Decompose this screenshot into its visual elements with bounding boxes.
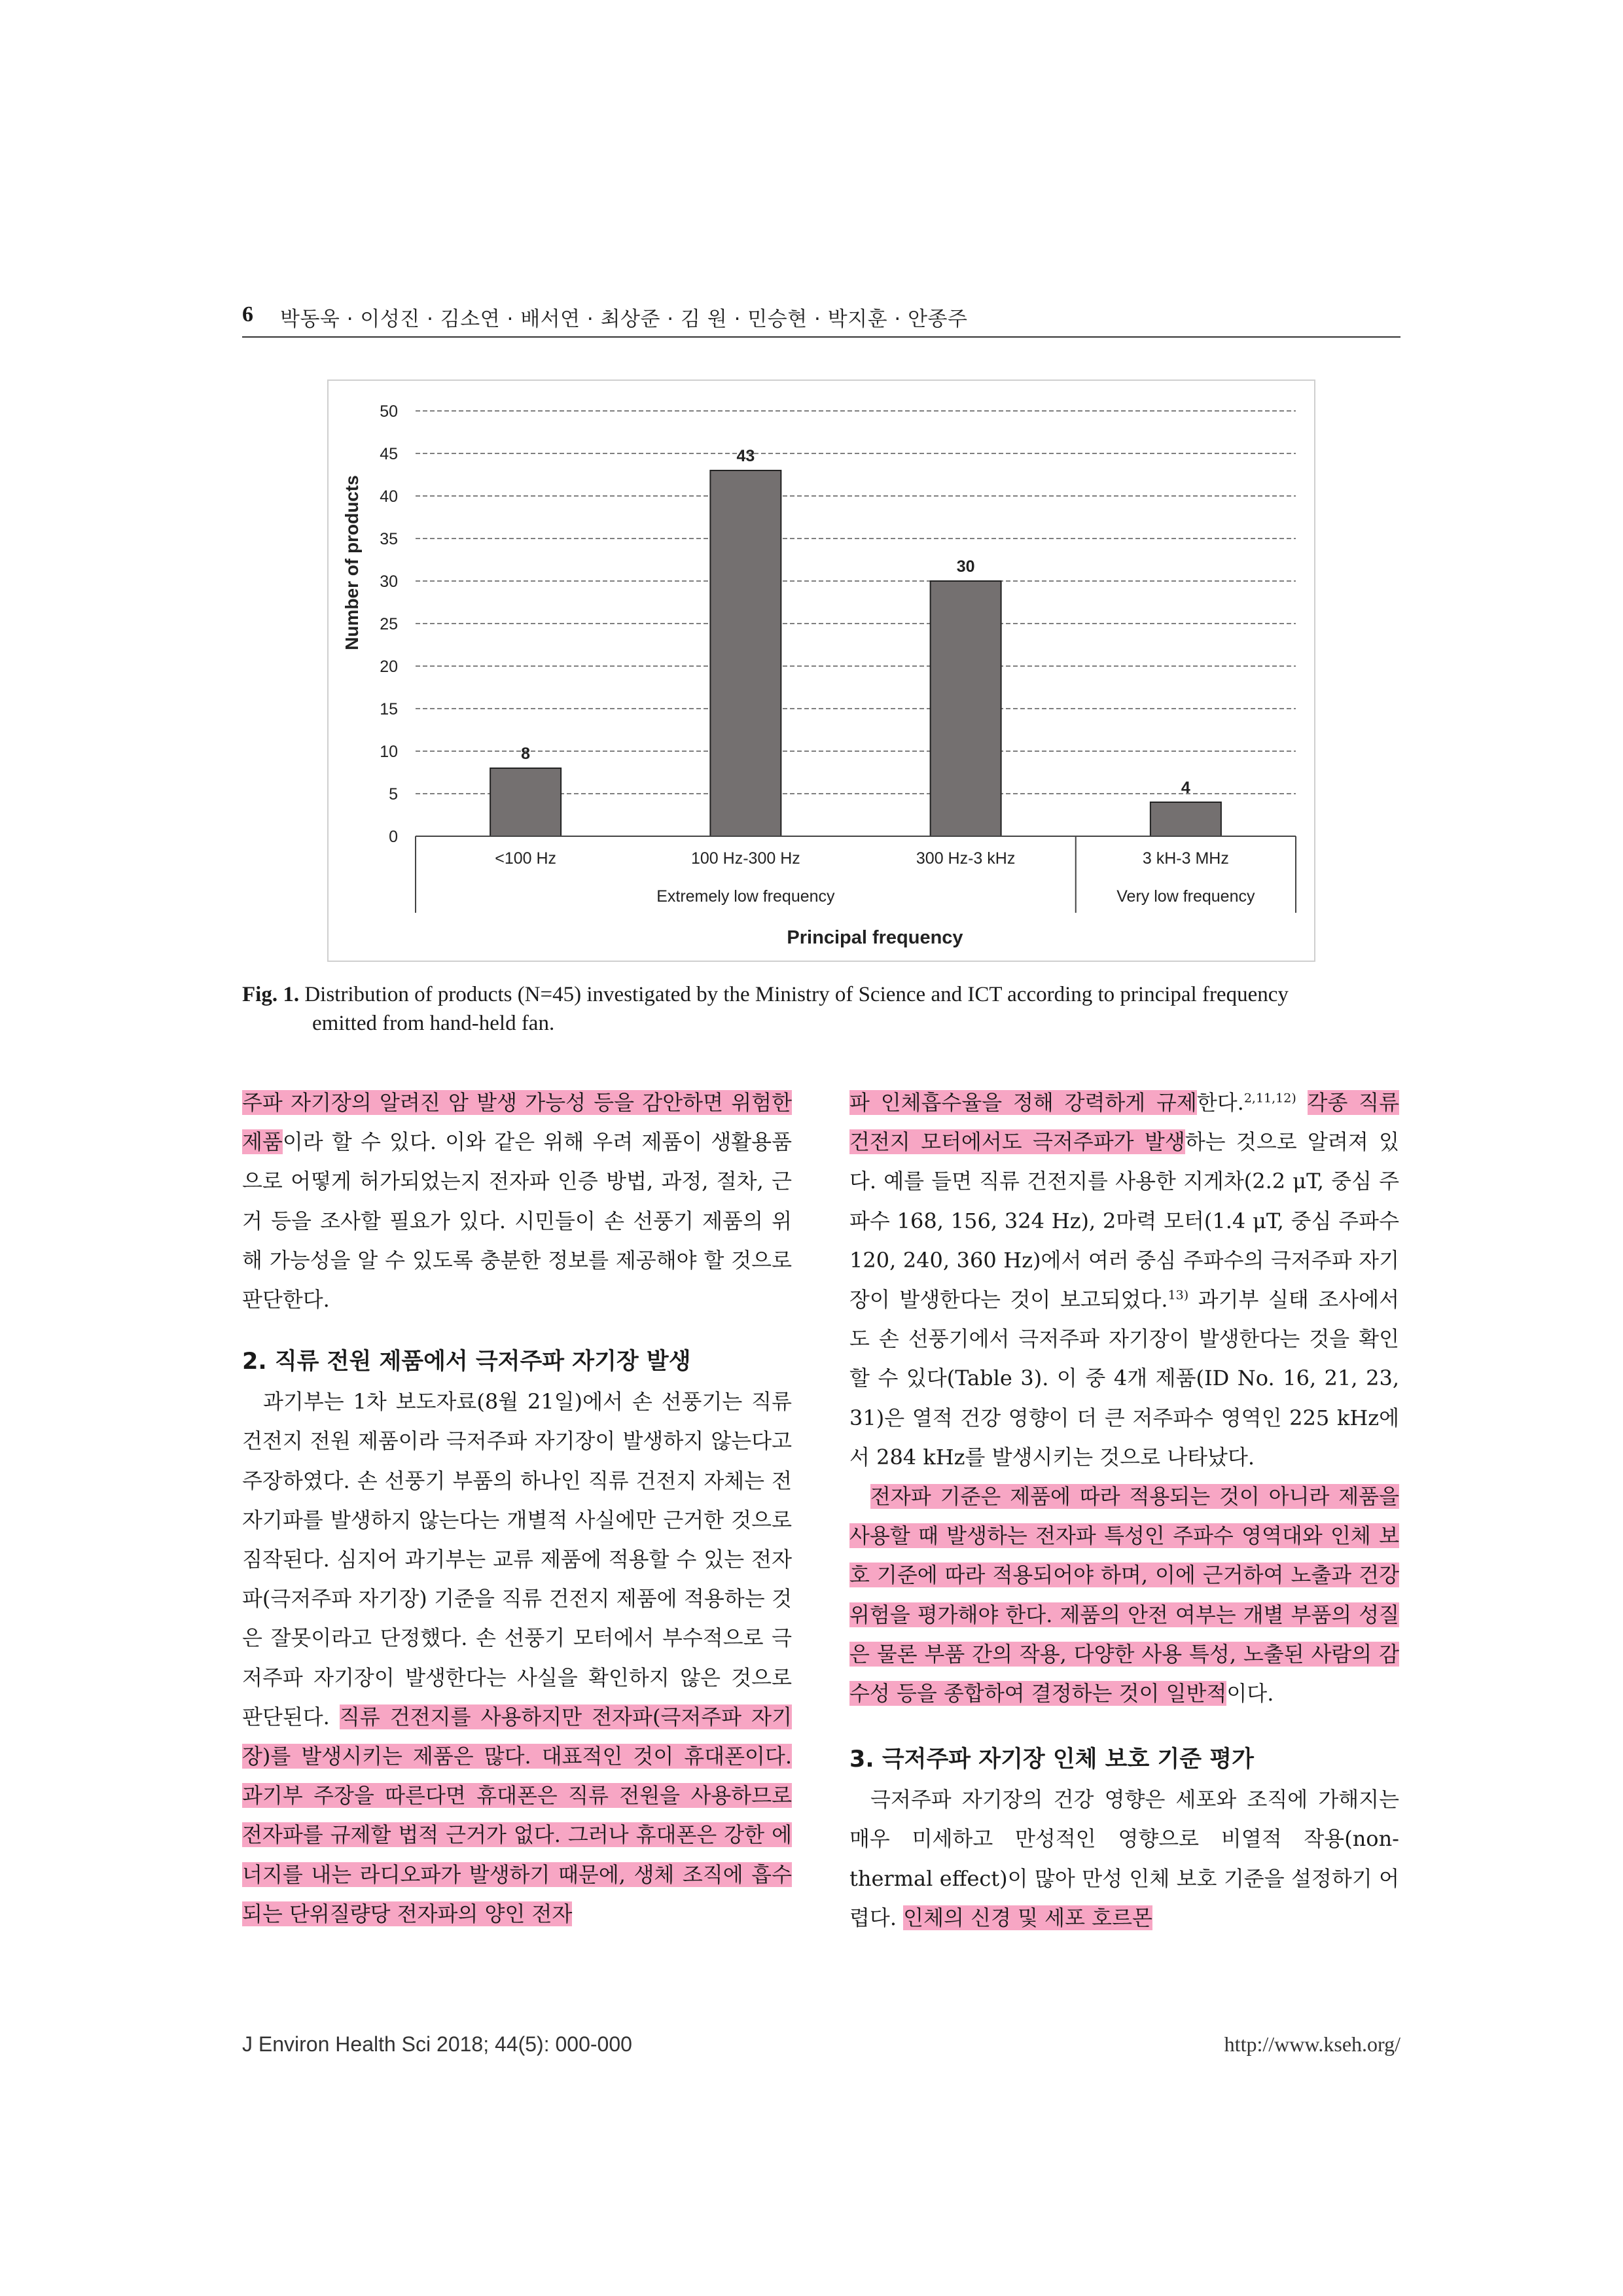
figure-caption <box>242 980 1400 1038</box>
highlight: 각종 직류 건전지 모터에서도 극저주파가 발생 <box>849 1090 1399 1155</box>
author-list: 박동욱 · 이성진 · 김소연 · 배서연 · 최상준 · 김 원 · 민승현 · 박지훈 · 안종주 <box>280 308 968 331</box>
left-column <box>242 1083 792 1934</box>
running-header <box>242 302 1400 338</box>
right-column <box>849 1083 1399 1937</box>
chart-bars <box>490 470 1221 836</box>
data-label: 43 <box>736 447 755 465</box>
paragraph-text: 극저주파 자기장의 건강 영향은 세포와 조직에 가해지는 매우 미세하고 만성적인 영향으로 비열적 작용(non-thermal effect)이 많아 만성 인체 보호 기준을 설정하기 어렵다. <box>849 1787 1399 1930</box>
highlight: 전자파 기준은 제품에 따라 적용되는 것이 아니라 제품을 사용할 때 발생하는 전자파 특성인 주파수 영역대와 인체 보호 기준에 따라 적용되어야 하며, 이에 근거하여 노출과 건강 위험을 평가해야 한다. 제품의 안전 여부는 개별 부품의 성질은 물론 부품 간의 작용, 다양한 사용 특성, 노출된 사람의 감수성 등을 종합하여 결정하는 것이 일반적 <box>849 1484 1399 1706</box>
y-tick-label: 25 <box>380 615 398 633</box>
data-label: 30 <box>956 557 975 576</box>
y-tick-label: 45 <box>380 445 398 463</box>
figure-label: Fig. 1. <box>242 983 300 1006</box>
paragraph-text: 과기부는 1차 보도자료(8월 21일)에서 손 선풍기는 직류 건전지 전원 제품이라 극저주파 자기장이 발생하지 않는다고 주장하였다. 손 선풍기 부품의 하나인 직류 건전지 자체는 전자기파를 발생하지 않는다는 개별적 사실에만 근거한 것으로 짐작된다. 심지어 과기부는 교류 제품에 적용할 수 있는 전자파(극저주파 자기장) 기준을 직류 건전지 제품에 적용하는 것은 잘못이라고 단정했다. 손 선풍기 모터에서 부수적으로 극저주파 자기장이 발생한다는 사실을 확인하지 않은 것으로 판단된다. <box>242 1389 792 1729</box>
bar <box>1150 802 1221 836</box>
y-tick-label: 30 <box>380 573 398 591</box>
paragraph-text: 과기부 실태 조사에서도 손 선풍기에서 극저주파 자기장이 발생한다는 것을 확인할 수 있다(Table 3). 이 중 4개 제품(ID No. 16, 21, 23, 31)은 열적 건강 영향이 더 큰 저주파수 영역인 225 kHz에서 284 kHz를 발생시키는 것으로 나타났다. <box>849 1287 1399 1470</box>
data-labels <box>521 447 1190 797</box>
y-tick-label: 10 <box>380 743 398 761</box>
highlight: 직류 건전지를 사용하지만 전자파(극저주파 자기장)를 발생시키는 제품은 많다. 대표적인 것이 휴대폰이다. 과기부 주장을 따른다면 휴대폰은 직류 전원을 사용하므로 전자파를 규제할 법적 근거가 없다. 그러나 휴대폰은 강한 에너지를 내는 라디오파가 발생하기 때문에, 생체 조직에 흡수되는 단위질량당 전자파의 양인 전자 <box>242 1704 792 1926</box>
paragraph-text: 하는 것으로 알려져 있다. 예를 들면 직류 건전지를 사용한 지게차(2.2 μT, 중심 주파수 168, 156, 324 Hz), 2마력 모터(1.4 μT, 중심 주파수 120, 240, 360 Hz)에서 여러 중심 주파수의 극저주파 자기장이 발생한다는 것이 보고되었다. <box>849 1129 1399 1313</box>
bar <box>710 470 781 836</box>
data-label: 4 <box>1181 779 1190 797</box>
x-tick-label: 100 Hz-300 Hz <box>691 849 800 868</box>
y-tick-label: 20 <box>380 658 398 676</box>
bar <box>931 581 1001 836</box>
y-tick-label: 5 <box>389 785 398 804</box>
y-tick-label: 0 <box>389 828 398 846</box>
paragraph-right-3 <box>849 1780 1399 1937</box>
category-group-label: Extremely low frequency <box>656 887 835 906</box>
x-axis <box>416 836 1296 913</box>
journal-url: http://www.kseh.org/ <box>1224 2032 1400 2056</box>
y-axis-title: Number of products <box>342 475 362 650</box>
section-heading-2: 2. 직류 전원 제품에서 극저주파 자기장 발생 <box>242 1349 691 1375</box>
section-heading-3: 3. 극저주파 자기장 인체 보호 기준 평가 <box>849 1746 1254 1773</box>
bar-chart <box>327 380 1315 962</box>
paragraph-text: 이라 할 수 있다. 이와 같은 위해 우려 제품이 생활용품으로 어떻게 허가되었는지 전자파 인증 방법, 과정, 절차, 근거 등을 조사할 필요가 있다. 시민들이 손 선풍기 제품의 위해 가능성을 알 수 있도록 충분한 정보를 제공해야 할 것으로 판단한다. <box>242 1129 792 1313</box>
x-axis-title: Principal frequency <box>787 927 963 948</box>
reference-superscript: 13) <box>1168 1288 1189 1303</box>
paragraph-left-1 <box>242 1083 792 1319</box>
y-tick-label: 50 <box>380 402 398 421</box>
y-tick-label: 15 <box>380 700 398 718</box>
caption-text-line1: Distribution of products (N=45) investigated by the Ministry of Science and ICT according to principal frequency <box>304 983 1289 1006</box>
x-tick-label: 300 Hz-3 kHz <box>916 849 1016 868</box>
journal-citation: J Environ Health Sci 2018; 44(5): 000-000 <box>242 2032 632 2056</box>
highlight: 인체의 신경 및 세포 호르몬 <box>903 1905 1152 1930</box>
page-number: 6 <box>242 302 253 327</box>
paragraph-right-1 <box>849 1083 1399 1477</box>
paragraph-text: 이다. <box>1226 1681 1274 1706</box>
bar <box>490 768 561 836</box>
paragraph-text: 한다. <box>1196 1090 1244 1115</box>
y-tick-label: 35 <box>380 530 398 548</box>
reference-superscript: 2,11,12) <box>1243 1091 1296 1106</box>
highlight: 주파 자기장의 알려진 암 발생 가능성 등을 감안하면 위험한 제품 <box>242 1090 792 1155</box>
caption-text-line2: emitted from hand-held fan. <box>312 1012 555 1035</box>
paragraph-right-2 <box>849 1477 1399 1713</box>
highlight: 파 인체흡수율을 정해 강력하게 규제 <box>849 1090 1197 1115</box>
data-label: 8 <box>521 745 531 763</box>
chart-gridlines <box>416 411 1296 794</box>
category-group-label: Very low frequency <box>1116 887 1255 906</box>
x-tick-label: <100 Hz <box>495 849 557 868</box>
y-tick-labels <box>380 402 398 846</box>
paragraph-left-2 <box>242 1382 792 1934</box>
y-tick-label: 40 <box>380 487 398 506</box>
x-tick-label: 3 kH-3 MHz <box>1142 849 1229 868</box>
